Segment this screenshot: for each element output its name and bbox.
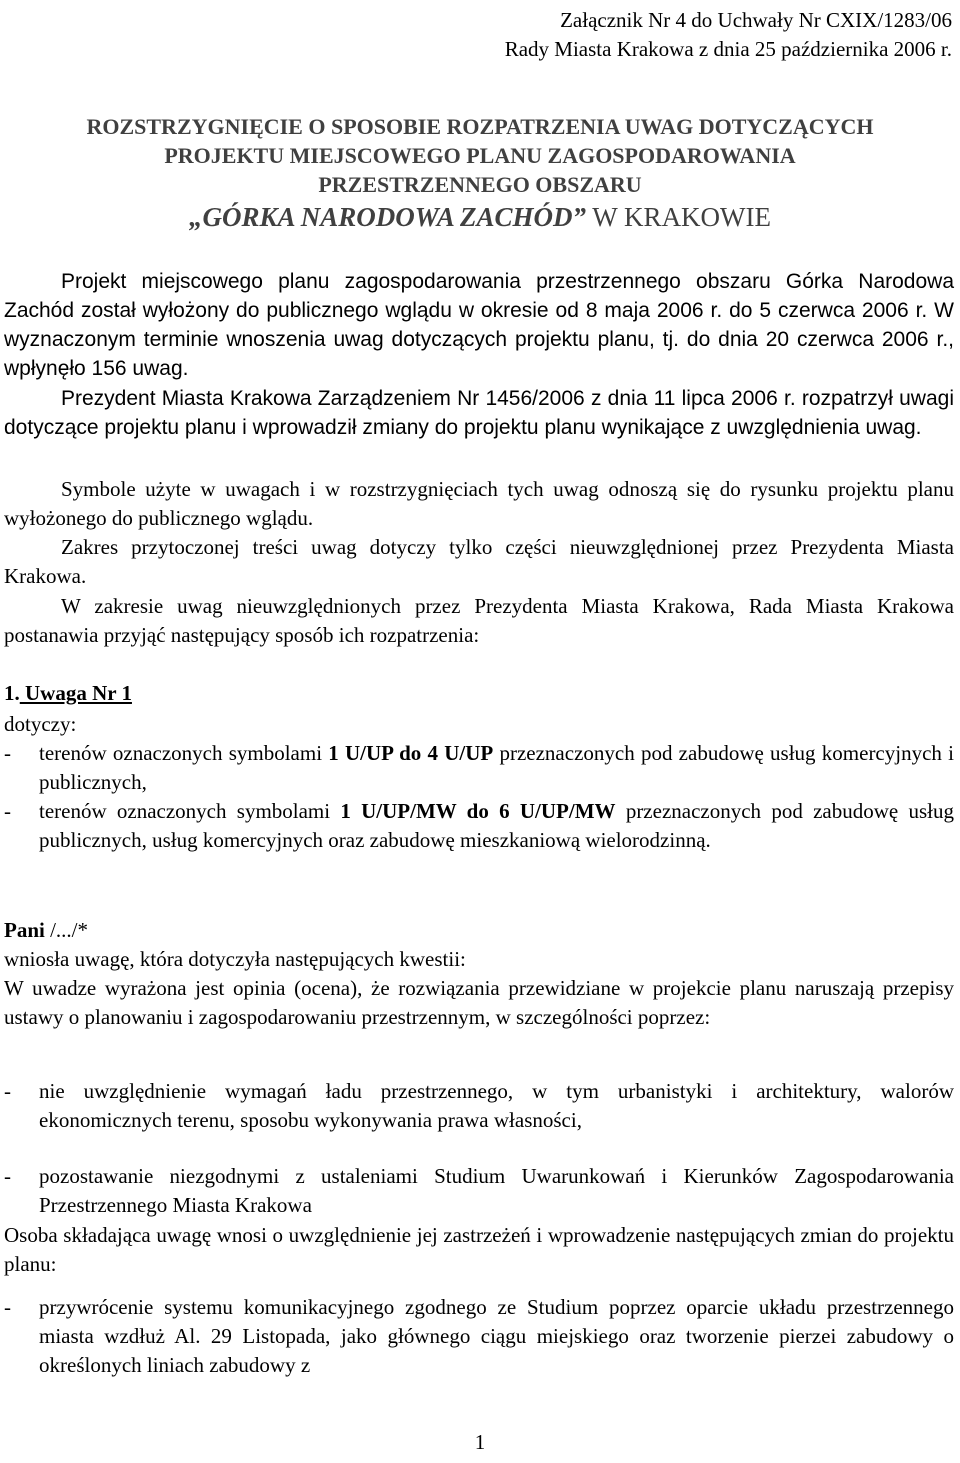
intro-paragraph-1: Projekt miejscowego planu zagospodarowania przestrzennego obszaru Górka Narodowa Zachód został wyłożony do publicznego wglądu w okresie od 8 maja 2006 r. do 5 czerwca 2006 r. W wyznaczonym terminie wnoszenia uwag dotyczących projektu planu, tj. do dnia 20 czerwca 2006 r., wpłynęło 156 uwag. (4, 270, 954, 380)
title-line3: PRZESTRZENNEGO OBSZARU (318, 172, 642, 197)
submitted-line: wniosła uwagę, która dotyczyła następujących kwestii: (4, 947, 466, 971)
attachment-header-line1: Załącznik Nr 4 do Uchwały Nr CXIX/1283/06 (560, 8, 952, 32)
page-number: 1 (474, 1430, 486, 1454)
intro-paragraph-4: Zakres przytoczonej treści uwag dotyczy tylko części nieuwzględnionej przez Prezydenta Miasta Krakowa. (4, 535, 954, 588)
title-line2: PROJEKTU MIEJSCOWEGO PLANU ZAGOSPODAROWANIA (164, 143, 796, 168)
intro-paragraph-2: Prezydent Miasta Krakowa Zarządzeniem Nr 1456/2006 z dnia 11 lipca 2006 r. rozpatrzył uwagi dotyczące projektu planu i wprowadził zmiany do projektu planu wynikające z uwzględnienia uwag. (4, 387, 954, 439)
attachment-header (505, 6, 952, 64)
section-1-heading (4, 681, 132, 706)
title-area-name: „GÓRKA NARODOWA ZACHÓD” (188, 202, 587, 232)
list-item: - terenów oznaczonych symbolami 1 U/UP do 4 U/UP przeznaczonych pod zabudowę usług komercyjnych i publicznych, (4, 741, 954, 794)
concerns-list (4, 739, 954, 855)
document-title (0, 112, 960, 235)
area-symbols: 1 U/UP do 4 U/UP (328, 741, 494, 765)
list-item: - pozostawanie niezgodnymi z ustaleniami Studium Uwarunkowań i Kierunków Zagospodarowania Przestrzennego Miasta Krakowa (4, 1164, 954, 1217)
intro-paragraph-5: W zakresie uwag nieuwzględnionych przez Prezydenta Miasta Krakowa, Rada Miasta Krakowa postanawia przyjąć następujący sposób ich rozpatrzenia: (4, 594, 954, 647)
opinion-paragraph: W uwadze wyrażona jest opinia (ocena), że rozwiązania przewidziane w projekcie planu naruszają przepisy ustawy o planowaniu i zagospodarowaniu przestrzennym, w szczególności poprzez: (4, 976, 954, 1029)
changes-list (4, 1293, 954, 1380)
author-line (4, 916, 954, 945)
list-item: - nie uwzględnienie wymagań ładu przestrzennego, w tym urbanistyki i architektury, walorów ekonomicznych terenu, sposobu wykonywania prawa własności, (4, 1079, 954, 1132)
attachment-header-line2: Rady Miasta Krakowa z dnia 25 października 2006 r. (504, 37, 952, 61)
author-redacted: /.../* (44, 918, 89, 942)
title-line1: ROZSTRZYGNIĘCIE O SPOSOBIE ROZPATRZENIA UWAG DOTYCZĄCYCH (86, 114, 874, 139)
violations-list (4, 1077, 954, 1220)
concerns-label: dotyczy: (4, 712, 77, 736)
title-line4 (0, 199, 960, 235)
section-1-title: Uwaga Nr 1 (19, 681, 132, 705)
title-city: W KRAKOWIE (586, 202, 772, 232)
author-title: Pani (4, 918, 45, 942)
list-item: - przywrócenie systemu komunikacyjnego zgodnego ze Studium poprzez oparcie układu przestrzennego miasta wzdłuż Al. 29 Listopada, jako głównego ciągu miejskiego oraz tworzenie pierzei zabudowy o określonych liniach zabudowy z (4, 1295, 954, 1377)
intro-paragraph-3: Symbole użyte w uwagach i w rozstrzygnięciach tych uwag odnoszą się do rysunku projektu planu wyłożonego do publicznego wglądu. (4, 477, 954, 530)
section-1-number: 1. (4, 681, 20, 705)
request-paragraph: Osoba składająca uwagę wnosi o uwzględnienie jej zastrzeżeń i wprowadzenie następujących zmian do projektu planu: (4, 1223, 954, 1276)
list-item: - terenów oznaczonych symbolami 1 U/UP/MW do 6 U/UP/MW przeznaczonych pod zabudowę usług publicznych, usług komercyjnych oraz zabudowę mieszkaniową wielorodzinną. (4, 799, 954, 852)
area-symbols: 1 U/UP/MW do 6 U/UP/MW (340, 799, 616, 823)
